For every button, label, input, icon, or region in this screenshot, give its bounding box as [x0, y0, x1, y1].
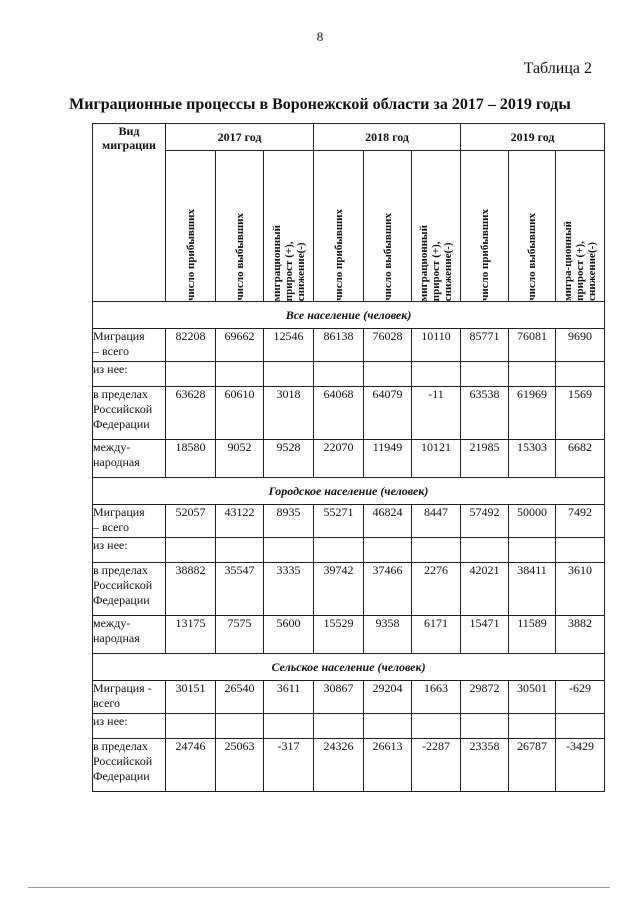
table-cell: 3882 — [556, 616, 605, 654]
table-cell: -2287 — [412, 739, 461, 792]
migration-kind-header-text: Вид миграции — [102, 124, 156, 152]
table-row — [93, 440, 605, 478]
table-cell: 69662 — [216, 329, 264, 362]
table-cell — [509, 362, 556, 387]
table-cell — [461, 714, 509, 739]
row-label: из нее: — [93, 362, 166, 387]
table-row — [93, 616, 605, 654]
column-header-text: число прибывших — [332, 209, 345, 301]
table-cell: 2276 — [412, 563, 461, 616]
table-cell: 37466 — [364, 563, 412, 616]
table-cell — [556, 714, 605, 739]
table-cell: 8447 — [412, 505, 461, 538]
table-cell — [556, 538, 605, 563]
column-header-text: число прибывших — [478, 209, 491, 301]
table-cell: 7575 — [216, 616, 264, 654]
table-cell: 9690 — [556, 329, 605, 362]
table-cell: 9358 — [364, 616, 412, 654]
table-cell: 11949 — [364, 440, 412, 478]
footer-divider — [28, 887, 610, 888]
table-row — [93, 739, 605, 792]
column-header — [166, 151, 216, 302]
table-cell: 15471 — [461, 616, 509, 654]
section-row — [93, 302, 605, 329]
table-cell: 60610 — [216, 387, 264, 440]
table-cell: 39742 — [314, 563, 364, 616]
table-cell: 9052 — [216, 440, 264, 478]
page-number: 8 — [316, 29, 324, 44]
table-row — [93, 329, 605, 362]
table-cell: 3018 — [264, 387, 314, 440]
column-header — [264, 151, 314, 302]
table-cell: 8935 — [264, 505, 314, 538]
table-cell: 30501 — [509, 681, 556, 714]
document-title: Миграционные процессы в Воронежской области за 2017 – 2019 годы — [69, 96, 571, 113]
table-cell: 6171 — [412, 616, 461, 654]
table-cell: 30867 — [314, 681, 364, 714]
table-cell: 76081 — [509, 329, 556, 362]
row-label: из нее: — [93, 714, 166, 739]
table-cell — [412, 538, 461, 563]
table-cell: 3611 — [264, 681, 314, 714]
table-cell: 38882 — [166, 563, 216, 616]
table-cell: 43122 — [216, 505, 264, 538]
column-header-text: число выбывших — [381, 213, 394, 301]
table-cell: 26613 — [364, 739, 412, 792]
year-header: 2017 год — [166, 124, 314, 151]
table-cell: 61969 — [509, 387, 556, 440]
table-cell — [461, 362, 509, 387]
table-cell: -317 — [264, 739, 314, 792]
row-label: Миграция – всего — [93, 329, 166, 362]
table-row — [93, 714, 605, 739]
table-cell: 24746 — [166, 739, 216, 792]
column-header — [412, 151, 461, 302]
table-cell: 46824 — [364, 505, 412, 538]
table-row — [93, 563, 605, 616]
table-cell: 10110 — [412, 329, 461, 362]
row-label: в пределах Российской Федерации — [93, 739, 166, 792]
column-header — [461, 151, 509, 302]
year-header: 2018 год — [314, 124, 461, 151]
table-cell: 29204 — [364, 681, 412, 714]
table-cell: 38411 — [509, 563, 556, 616]
table-cell — [364, 538, 412, 563]
year-header: 2019 год — [461, 124, 605, 151]
table-cell: 6682 — [556, 440, 605, 478]
table-cell — [314, 362, 364, 387]
row-label: в пределах Российской Федерации — [93, 387, 166, 440]
table-cell: 52057 — [166, 505, 216, 538]
row-label: Миграция - всего — [93, 681, 166, 714]
table-cell: 42021 — [461, 563, 509, 616]
table-cell — [509, 714, 556, 739]
table-cell: -3429 — [556, 739, 605, 792]
column-header — [556, 151, 605, 302]
table-cell: 55271 — [314, 505, 364, 538]
table-cell: 22070 — [314, 440, 364, 478]
column-header — [509, 151, 556, 302]
table-cell — [216, 714, 264, 739]
table-cell: 25063 — [216, 739, 264, 792]
column-header-text: число прибывших — [184, 209, 197, 301]
table-cell: 86138 — [314, 329, 364, 362]
table-cell — [166, 714, 216, 739]
table-cell — [216, 538, 264, 563]
table-cell — [509, 538, 556, 563]
table-cell: 1663 — [412, 681, 461, 714]
table-cell — [264, 538, 314, 563]
table-cell: 5600 — [264, 616, 314, 654]
column-header — [216, 151, 264, 302]
table-row — [93, 538, 605, 563]
table-cell: 7492 — [556, 505, 605, 538]
table-row — [93, 681, 605, 714]
table-cell — [216, 362, 264, 387]
table-cell: 29872 — [461, 681, 509, 714]
table-cell — [556, 362, 605, 387]
table-cell: -11 — [412, 387, 461, 440]
column-header — [314, 151, 364, 302]
table-row — [93, 387, 605, 440]
column-header — [364, 151, 412, 302]
column-header-text: миграционный прирост (+), снижение(-) — [270, 224, 307, 301]
table-cell — [314, 714, 364, 739]
migration-kind-header — [93, 124, 166, 302]
table-cell — [364, 714, 412, 739]
table-cell — [412, 362, 461, 387]
table-cell: 30151 — [166, 681, 216, 714]
table-cell: 63538 — [461, 387, 509, 440]
table-cell — [364, 362, 412, 387]
table-cell — [412, 714, 461, 739]
table-cell — [166, 362, 216, 387]
table-cell: 24326 — [314, 739, 364, 792]
table-cell: 82208 — [166, 329, 216, 362]
table-cell: 9528 — [264, 440, 314, 478]
table-cell: 3335 — [264, 563, 314, 616]
table-label: Таблица 2 — [523, 60, 592, 77]
table-cell — [461, 538, 509, 563]
table-cell: 12546 — [264, 329, 314, 362]
table-cell: 63628 — [166, 387, 216, 440]
table-cell — [264, 362, 314, 387]
column-header-text: число выбывших — [526, 213, 539, 301]
section-row — [93, 478, 605, 505]
table-cell: 18580 — [166, 440, 216, 478]
table-cell: 85771 — [461, 329, 509, 362]
table-cell: 23358 — [461, 739, 509, 792]
table-cell: 13175 — [166, 616, 216, 654]
table-cell: -629 — [556, 681, 605, 714]
table-cell: 64068 — [314, 387, 364, 440]
table-cell: 3610 — [556, 563, 605, 616]
row-label: Миграция – всего — [93, 505, 166, 538]
table-cell: 57492 — [461, 505, 509, 538]
table-cell — [314, 538, 364, 563]
table-cell: 26787 — [509, 739, 556, 792]
table-cell: 11589 — [509, 616, 556, 654]
table-cell: 21985 — [461, 440, 509, 478]
column-header-text: миграционный прирост (+), снижение(-) — [418, 224, 455, 301]
table-cell: 35547 — [216, 563, 264, 616]
section-row — [93, 654, 605, 681]
row-label: между- народная — [93, 440, 166, 478]
column-header-text: мигра-ционный прирост (+), снижение(-) — [562, 221, 599, 301]
migration-table — [92, 123, 605, 792]
table-cell — [264, 714, 314, 739]
section-title: Все население (человек) — [93, 302, 605, 329]
section-title: Городское население (человек) — [93, 478, 605, 505]
table-cell: 15303 — [509, 440, 556, 478]
table-cell: 1569 — [556, 387, 605, 440]
row-label: в пределах Российской Федерации — [93, 563, 166, 616]
table-cell: 10121 — [412, 440, 461, 478]
table-row — [93, 362, 605, 387]
table-row — [93, 505, 605, 538]
table-cell: 64079 — [364, 387, 412, 440]
section-title: Сельское население (человек) — [93, 654, 605, 681]
table-cell: 26540 — [216, 681, 264, 714]
table-cell: 15529 — [314, 616, 364, 654]
row-label: между- народная — [93, 616, 166, 654]
table-cell — [166, 538, 216, 563]
table-cell: 50000 — [509, 505, 556, 538]
column-header-text: число выбывших — [233, 213, 246, 301]
table-cell: 76028 — [364, 329, 412, 362]
row-label: из нее: — [93, 538, 166, 563]
